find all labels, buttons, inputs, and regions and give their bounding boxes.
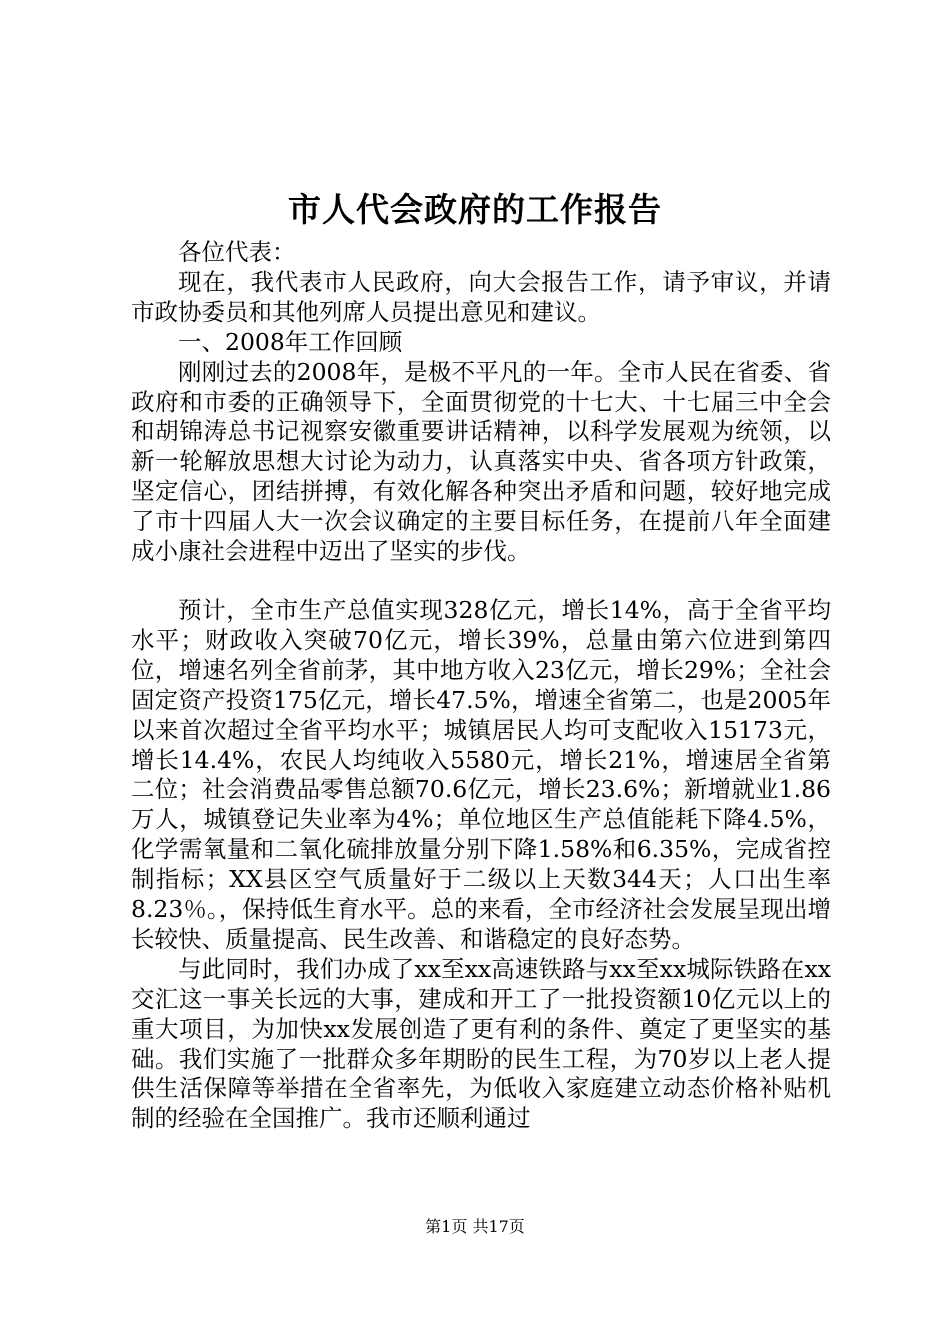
salutation-paragraph: 各位代表： [178,238,296,266]
statistics-paragraph: 预计，全市生产总值实现328亿元，增长14%，高于全省平均水平；财政收入突破70亿元，增长39%，总量由第六位进到第四位，增速名列全省前茅，其中地方收入23亿元，增长29%；全社会固定资产投资175亿元，增长47.5%，增速全省第二，也是2005年以来首次超过全省平均水平；城镇居民人均可支配收入15173元，增长14.4%，农民人均纯收入5580元，增长21%，增速居全省第二位；社会消费品零售总额70.6亿元，增长23.6%；新增就业1.86万人，城镇登记失业率为4%；单位地区生产总值能耗下降4.5%，化学需氧量和二氧化硫排放量分别下降1.58%和6.35%，完成省控制指标；XX县区空气质量好于二级以上天数344天；人口出生率8.23％。，保持低生育水平。总的来看，全市经济社会发展呈现出增长较快、质量提高、民生改善、和谐稳定的良好态势。 [131,595,831,953]
section-heading: 一、2008年工作回顾 [178,327,403,356]
achievements-paragraph: 与此同时，我们办成了xx至xx高速铁路与xx至xx城际铁路在xx交汇这一事关长远的大事，建成和开工了一批投资额10亿元以上的重大项目，为加快xx发展创造了更有利的条件、奠定了更坚实的基础。我们实施了一批群众多年期盼的民生工程，为70岁以上老人提供生活保障等举措在全省率先，为低收入家庭建立动态价格补贴机制的经验在全国推广。我市还顺利通过 [131,954,831,1133]
intro-paragraph: 现在，我代表市人民政府，向大会报告工作，请予审议，并请市政协委员和其他列席人员提出意见和建议。 [131,267,831,326]
document-title: 市人代会政府的工作报告 [288,190,662,229]
page-footer: 第1页 共17页 [425,1217,525,1236]
document-body [131,238,831,1134]
review-paragraph: 刚刚过去的2008年，是极不平凡的一年。全市人民在省委、省政府和市委的正确领导下，全面贯彻党的十七大、十七届三中全会和胡锦涛总书记视察安徽重要讲话精神，以科学发展观为统领，以新一轮解放思想大讨论为动力，认真落实中央、省各项方针政策，坚定信心，团结拼搏，有效化解各种突出矛盾和问题，较好地完成了市十四届人大一次会议确定的主要目标任务，在提前八年全面建成小康社会进程中迈出了坚实的步伐。 [131,357,831,566]
